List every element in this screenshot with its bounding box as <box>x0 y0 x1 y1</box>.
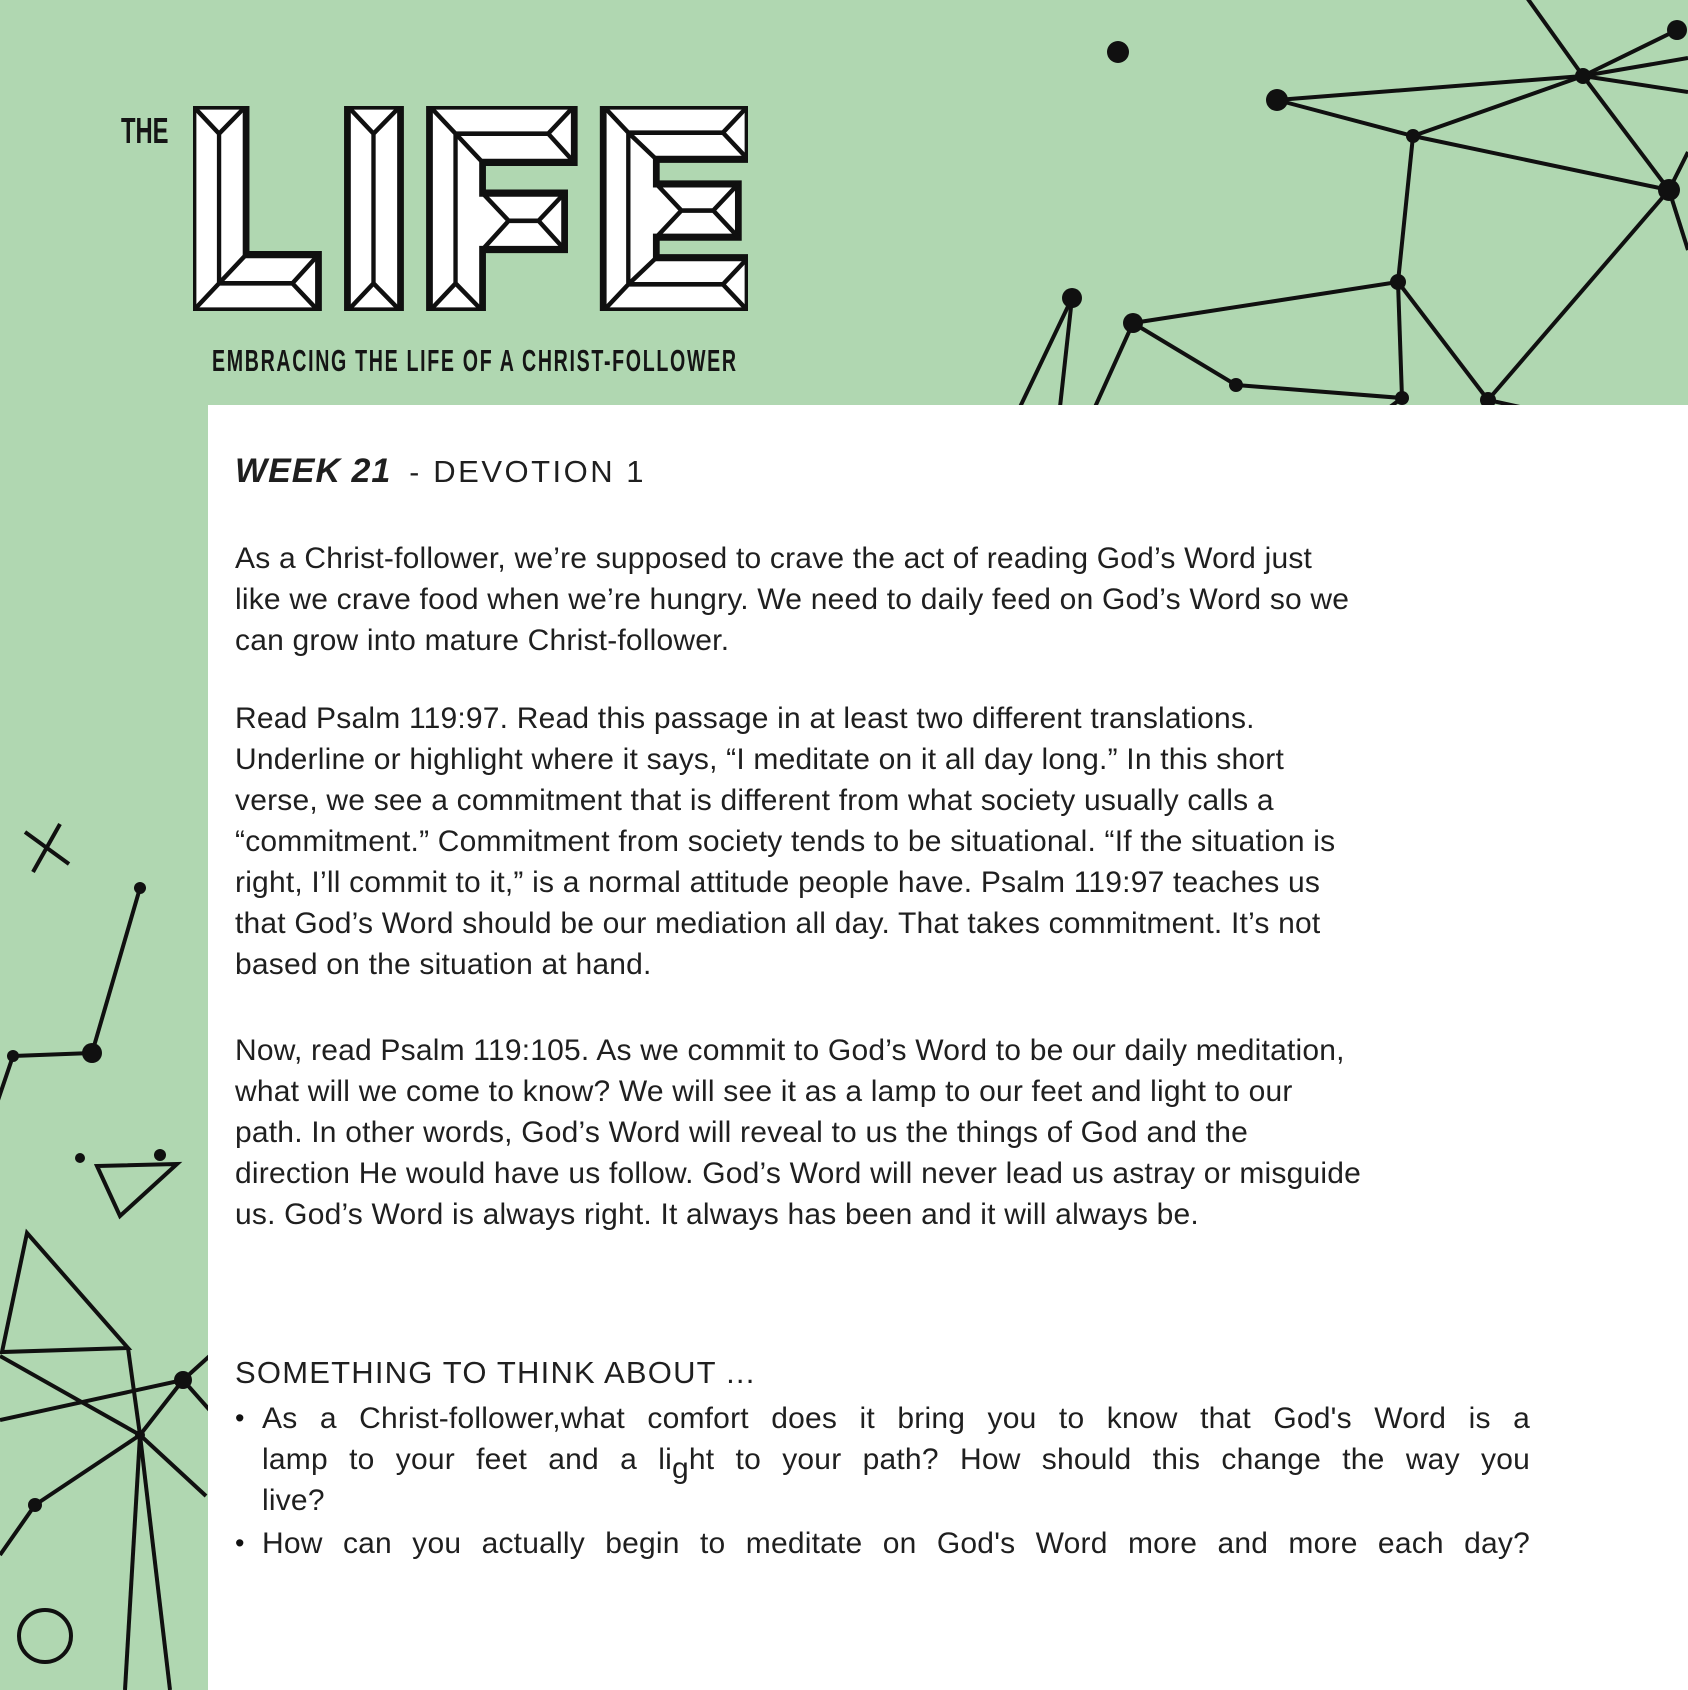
logo-the-text: THE <box>121 110 169 151</box>
paragraph-line: that God’s Word should be our mediation all day. That takes commitment. It’s not <box>235 907 1321 940</box>
think-section-title: SOMETHING TO THINK ABOUT ... <box>235 1355 756 1390</box>
paragraph-line: what will we come to know? We will see it as a lamp to our feet and light to our <box>235 1075 1293 1108</box>
paragraph-line: Now, read Psalm 119:105. As we commit to God’s Word to be our daily meditation, <box>235 1034 1345 1067</box>
bullet-line <box>262 1439 1530 1485</box>
page-title <box>235 452 646 491</box>
paragraph-2 <box>235 698 1335 985</box>
paragraph-line: like we crave food when we’re hungry. We need to daily feed on God’s Word so we <box>235 583 1350 616</box>
paragraph-line: Read Psalm 119:97. Read this passage in at least two different translations. <box>235 702 1255 735</box>
bullet-line: As a Christ-follower,what comfort does it bring you to know that God's Word is a <box>262 1402 1530 1435</box>
devotion-label: DEVOTION 1 <box>433 454 647 489</box>
bullet-icon: • <box>235 1528 245 1558</box>
paragraph-line: verse, we see a commitment that is different from what society usually calls a <box>235 784 1274 817</box>
paragraph-line: As a Christ-follower, we’re supposed to crave the act of reading God’s Word just <box>235 542 1313 575</box>
paragraph-line: us. God’s Word is always right. It always has been and it will always be. <box>235 1198 1199 1231</box>
network-decoration-top-right <box>1000 0 1688 405</box>
content-panel <box>208 405 1688 1690</box>
week-label: WEEK 21 <box>235 452 392 490</box>
paragraph-3 <box>235 1030 1361 1235</box>
bullet-line: live? <box>262 1484 325 1517</box>
bullet-text <box>262 1523 1530 1564</box>
bullet-line-part: lamp to your feet and a li <box>262 1443 672 1476</box>
bullet-line-part: ht to your path? How should this change the way you <box>688 1443 1530 1476</box>
bullet-icon: • <box>235 1403 245 1433</box>
paragraph-line: Underline or highlight where it says, “I meditate on it all day long.” In this short <box>235 743 1284 776</box>
bullet-text <box>262 1398 1530 1521</box>
title-separator: - <box>409 456 420 489</box>
bullet-line: How can you actually begin to meditate on God's Word more and more each day? <box>262 1527 1530 1560</box>
life-logo-letters <box>193 106 748 311</box>
paragraph-line: “commitment.” Commitment from society tends to be situational. “If the situation is <box>235 825 1336 858</box>
paragraph-line: based on the situation at hand. <box>235 948 652 981</box>
list-item <box>235 1398 1530 1521</box>
think-bullet-list <box>235 1398 1530 1564</box>
logo-tagline: EMBRACING THE LIFE OF A CHRIST-FOLLOWER <box>212 344 738 378</box>
paragraph-line: direction He would have us follow. God’s Word will never lead us astray or misguide <box>235 1157 1362 1190</box>
paragraph-line: path. In other words, God’s Word will reveal to us the things of God and the <box>235 1116 1248 1149</box>
paragraph-1 <box>235 538 1349 661</box>
paragraph-line: right, I’ll commit to it,” is a normal attitude people have. Psalm 119:97 teaches us <box>235 866 1321 899</box>
paragraph-line: can grow into mature Christ-follower. <box>235 624 730 657</box>
dropped-letter: g <box>672 1452 689 1485</box>
list-item <box>235 1523 1530 1564</box>
